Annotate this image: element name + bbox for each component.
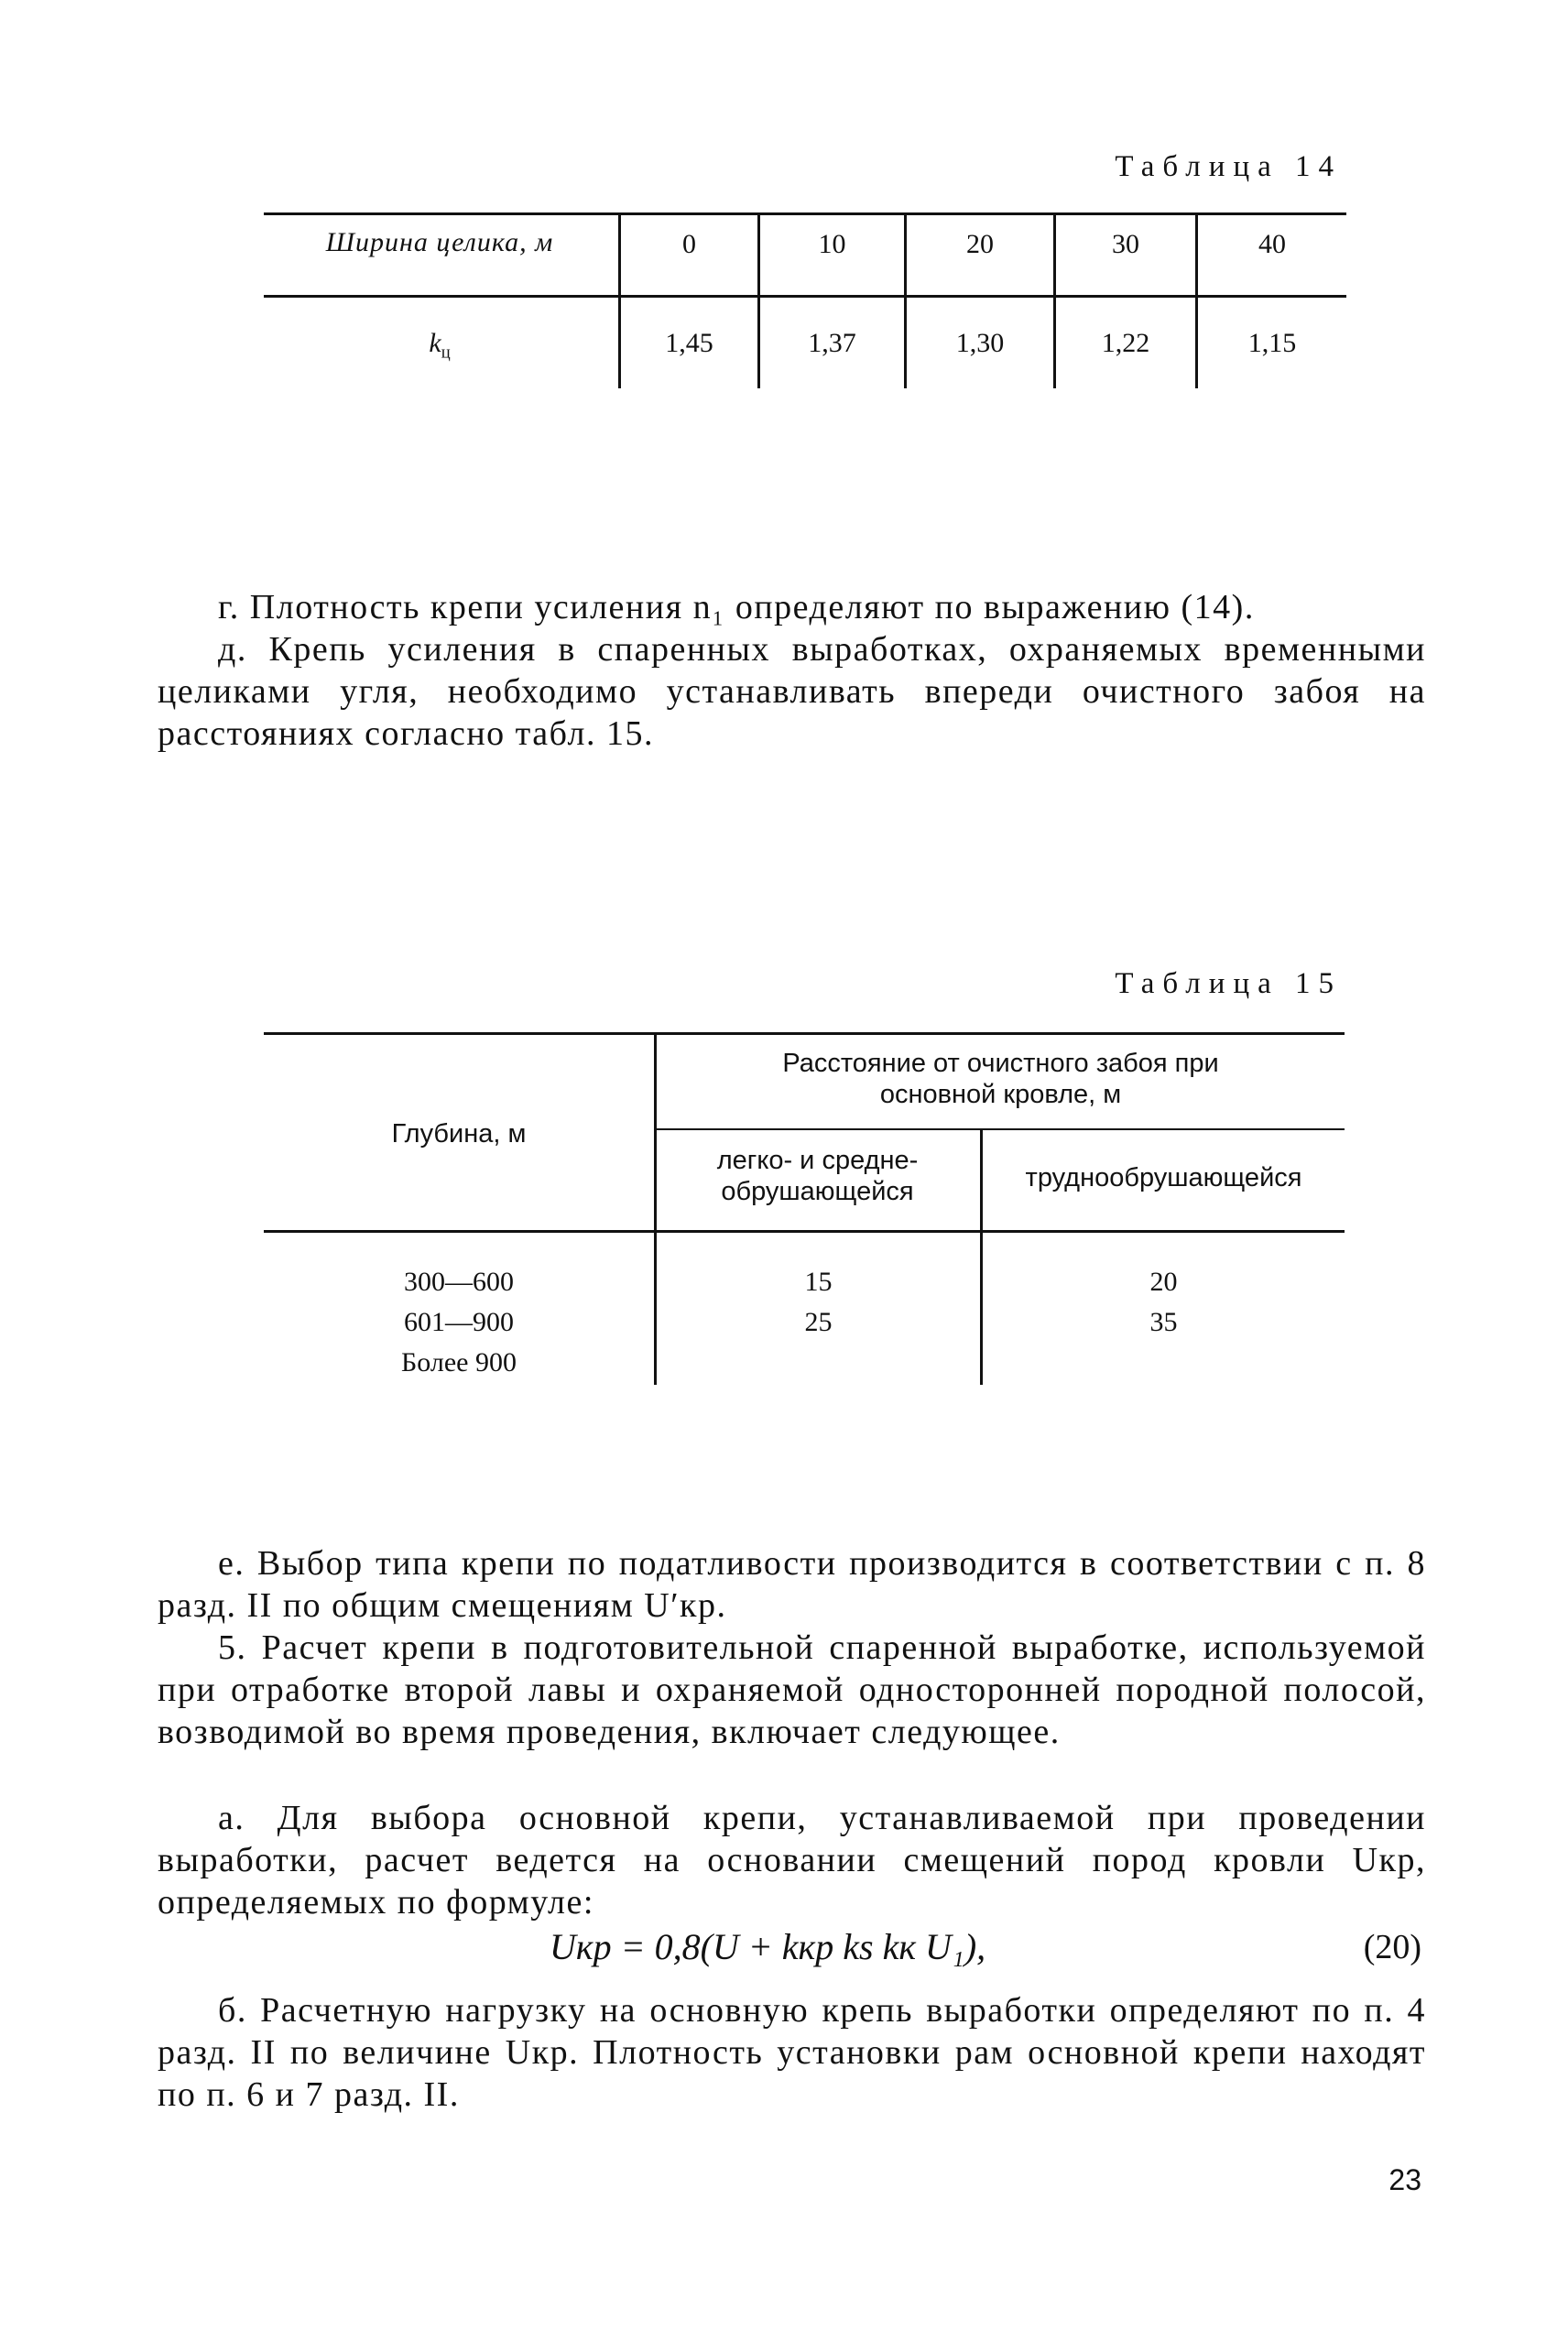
formula-20: Uкр = 0,8(U + kкр ks kк U₁),	[550, 1926, 986, 1967]
table14-header-rule	[264, 295, 1346, 298]
paragraph-d: д. Крепь усиления в спаренных выработках, охраняемых временными целиками угля, необходимо устанавливать впереди очистного забоя на расстояниях согласно табл. 15.	[158, 630, 1426, 753]
table14-header-label: Ширина целика, м	[325, 227, 554, 257]
table14-col-header: 0	[682, 229, 696, 259]
paragraph-a: а. Для выбора основной крепи, устанавливаемой при проведении выработки, расчет ведется на основании смещений пород кровли Uкр, определяемых по формуле:	[158, 1799, 1426, 1922]
paragraph-g: г. Плотность крепи усиления n₁ определяют по выражению (14).	[218, 588, 1255, 626]
table14-cell: 1,45	[665, 328, 713, 358]
formula-number: (20)	[1363, 1928, 1421, 1966]
table14-cell: 1,15	[1247, 328, 1297, 358]
table15-depth-cell: 601—900	[404, 1307, 514, 1337]
table14-cell: 1,37	[808, 328, 856, 358]
table14-cell: 1,22	[1101, 328, 1150, 358]
page-number: 23	[1388, 2163, 1421, 2196]
table15-subheader-2: труднообрушающейся	[1025, 1163, 1302, 1192]
table14-top-rule	[264, 212, 1346, 215]
table15-header-rule	[264, 1230, 1345, 1233]
paragraph-b: б. Расчетную нагрузку на основную крепь выработки определяют по п. 4 разд. II по величине Uкр. Плотность установки рам основной крепи находят по п. 6 и 7 разд. II.	[158, 1991, 1426, 2114]
table14-col-header: 20	[966, 229, 994, 259]
table14-caption: Таблица 14	[1115, 150, 1342, 183]
table15-cell: 15	[804, 1267, 833, 1297]
table15-top-rule	[264, 1032, 1345, 1035]
paragraph-e: е. Выбор типа крепи по податливости производится в соответствии с п. 8 разд. II по общим смещениям U′кр.	[158, 1544, 1426, 1625]
table15-depth-header: Глубина, м	[391, 1119, 527, 1149]
table14-row-label: $k_ц$	[429, 328, 451, 363]
table15-cell: 35	[1149, 1307, 1178, 1337]
table15-depth-cell: 300—600	[404, 1267, 514, 1297]
table15-subheader-1: легко- и средне-обрушающейся	[716, 1146, 919, 1206]
table14-col-header: 30	[1112, 229, 1139, 259]
table14-col-header: 40	[1258, 229, 1286, 259]
table15-depth-cell: Более 900	[401, 1347, 517, 1377]
table15-distance-header: Расстояние от очистного забоя при основной кровле, м	[782, 1049, 1219, 1109]
paragraph-5: 5. Расчет крепи в подготовительной спаренной выработке, используемой при отработке второй лавы и охраняемой односторонней породной полосой, возводимой во время проведения, включает следующее.	[158, 1628, 1426, 1751]
table14-cell: 1,30	[955, 328, 1005, 358]
table14-col-header: 10	[818, 229, 846, 259]
table15-subheader-rule	[656, 1128, 1345, 1130]
table15-cell: 25	[804, 1307, 833, 1337]
table15-caption: Таблица 15	[1115, 967, 1342, 1000]
table15-cell: 20	[1149, 1267, 1178, 1297]
